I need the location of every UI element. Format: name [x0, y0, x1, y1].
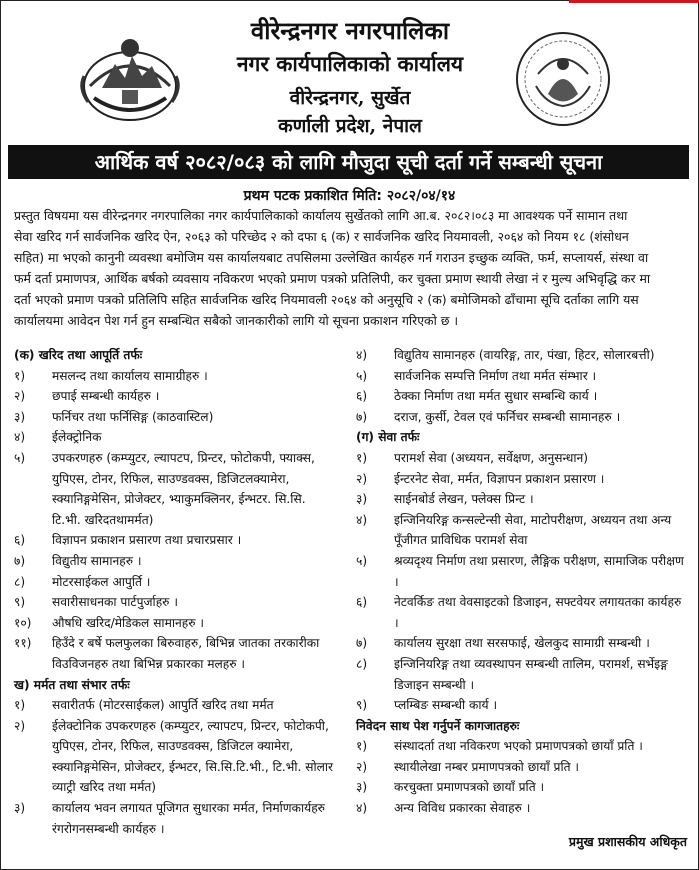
list-item-number: ७): [14, 553, 26, 568]
purchase-list: [14, 366, 334, 675]
list-item-text: दराज, कुर्सी, टेवल एवं फर्निचर सम्बन्धी सामानहरु ।: [394, 409, 621, 424]
list-item-text: कार्यालय भवन लगायत पूजिगत सुधारका मर्मत, निर्माणकार्यहरु रंगरोगनसम्बन्धी कार्यहरु ।: [52, 801, 325, 836]
list-item: [356, 654, 686, 695]
intro-line: सहित) मा भएको कानुनी व्यवस्था बमोजिम यस कार्यालयबाट तपसिलमा उल्लेखित कार्यहरु गर्न गराउन इच्छुक व्यक्ति, फर्म, सप्लायर्स, संस्था वा: [14, 250, 649, 265]
list-item-text: विद्युतिय सामानहरु (वायरिङ्ग, तार, पंखा, हिटर, सोलारबत्ती): [394, 348, 655, 362]
right-column: [356, 345, 686, 819]
list-item: [14, 592, 334, 613]
list-item: [356, 551, 686, 592]
list-item: [356, 736, 686, 757]
list-item-number: ९): [14, 595, 26, 610]
list-item-text: इन्जिनियरिङ्ग तथा व्यवस्थापन सम्बन्धी तालिम, परामर्श, सर्भेइङ्ग डिजाइन सम्बन्धी ।: [394, 656, 668, 692]
list-item-text: मसलन्द तथा कार्यालय सामाग्रीहरु ।: [52, 368, 208, 383]
list-item-number: ७): [356, 409, 368, 424]
list-item: [14, 613, 334, 634]
list-item: [14, 427, 334, 448]
nepal-emblem-icon: [70, 26, 190, 126]
list-item: [14, 448, 334, 530]
section-services-heading: (ग) सेवा तर्फः: [356, 430, 420, 445]
list-item-text: नेटवर्किङ तथा वेवसाइटको डिजाइन, सफ्टवेयर लगायतका कार्यहरु ।: [394, 595, 682, 630]
list-item-text: स्थायीलेखा नम्बर प्रमाणपत्रको छायाँ प्रति ।: [394, 759, 580, 774]
list-item-text: हिउँदे र बर्षे फलफुलका बिरुवाहरु, बिभिन्न जातका तरकारीका विउविजनहरु तथा बिभिन्न प्रकारका मलहरु ।: [52, 636, 320, 671]
list-item-number: २): [14, 389, 26, 404]
section-purchase-heading: (क) खरिद तथा आपूर्ति तर्फः: [14, 348, 143, 362]
list-item-number: १): [356, 450, 368, 465]
maintenance-list: [14, 695, 334, 839]
list-item-number: ५): [14, 450, 26, 465]
list-item-text: मोटरसाईकल आपुर्ति ।: [52, 574, 151, 589]
list-item: [356, 345, 686, 366]
list-item-number: १०): [14, 615, 32, 630]
list-item: [14, 551, 334, 572]
list-item-text: विद्युतीय सामानहरु ।: [52, 553, 142, 568]
list-item-text: औषधि खरिद/मेडिकल सामानहरु ।: [52, 615, 205, 630]
list-item: [356, 592, 686, 633]
list-item-text: श्रव्यदृश्य निर्माण तथा प्रसारण, लैङ्गिक परीक्षण, सामाजिक परीक्षण ।: [394, 553, 684, 589]
list-item: [14, 798, 334, 839]
municipality-logo-icon: [508, 24, 618, 134]
municipality-name: वीरेन्द्रनगर नगरपालिका: [250, 16, 450, 45]
intro-line: सेवा खरिद गर्न सार्वजनिक खरिद ऐन, २०६३ को परिच्छेद २ को दफा ६ (क) र सार्वजनिक खरिद नियमावली, २०६४ को नियम १८ (शंसोधन: [14, 229, 629, 244]
intro-line: दर्ता भएको प्रमाण पत्रको प्रतिलिपि सहित सार्वजनिक खरिद नियमावली २०६४ को अनुसूचि २ (क) बमोजिमको ढाँचामा सूचि दर्ताका लागि यस: [14, 292, 639, 307]
list-item-number: ७): [356, 636, 368, 651]
list-item: [14, 386, 334, 407]
section-maintenance-heading: ख) मर्मत तथा संभार तर्फः: [14, 677, 130, 692]
list-item-text: प्लम्बिङ सम्बन्धी कार्य ।: [394, 698, 498, 713]
list-item: [356, 386, 686, 407]
list-item-number: ६): [356, 595, 368, 610]
list-item: [356, 489, 686, 510]
list-item-number: ८): [356, 656, 368, 671]
list-item: [14, 572, 334, 593]
section-documents-heading: निवेदन साथ पेश गर्नुपर्ने कागजातहरुः: [356, 718, 520, 733]
list-item: [14, 407, 334, 428]
list-item-text: संस्थादर्ता तथा नविकरण भएको प्रमाणपत्रको छायाँ प्रति ।: [394, 739, 643, 754]
list-item-text: करचुक्ता प्रमाणपत्रको छायाँ प्रति ।: [394, 780, 545, 795]
list-item-text: उपकरणहरु (कम्प्युटर, ल्यापटप, प्रिन्टर, फोटोकपी, फ्याक्स, युपिएस, टोनर, रिफिल, साउण्डवक्स, डिजिटलक्यामेरा, स्क्यानिङ्गमेसिन, प्रोजेक्टर, भ्याकुमक्लिनर, ईन्भटर. सि.सि. टि.भी. खरिदतथामर्मत): [52, 450, 315, 527]
list-item-text: कार्यालय सुरक्षा तथा सरसफाई, खेलकुद सामाग्री सम्बन्धी ।: [394, 636, 650, 651]
notice-title: आर्थिक वर्ष २०८२/०८३ को लागि मौजुदा सूची दर्ता गर्ने सम्बन्धी सूचना: [8, 145, 689, 179]
office-location: वीरेन्द्रनगर, सुर्खेत: [289, 87, 411, 109]
list-item-number: ३): [356, 780, 368, 795]
list-item: [356, 633, 686, 654]
list-item-number: ३): [14, 801, 26, 816]
list-item-text: ईलेक्ट्रोनिक: [52, 430, 102, 445]
list-item-text: ठेक्का निर्माण तथा मर्मत सुधार सम्बन्धि कार्य ।: [394, 389, 598, 404]
list-item: [14, 530, 334, 551]
intro-line: प्रस्तुत विषयमा यस वीरेन्द्रनगर नगरपालिका नगर कार्यपालिकाको कार्यालय सुर्खेतको लागि आ.ब. २०८२।०८३ मा आवश्यक पर्ने सामान तथा: [14, 208, 628, 223]
list-item: [356, 695, 686, 716]
list-item-text: छपाई सम्बन्धी कार्यहरु ।: [52, 389, 160, 404]
list-item-text: अन्य विविध प्रकारका सेवाहरु ।: [394, 801, 531, 816]
list-item-number: १): [356, 739, 368, 754]
list-item-text: सार्वजनिक सम्पत्ति निर्माण तथा मर्मत संम्भार ।: [394, 368, 597, 383]
list-item-number: ५): [356, 368, 368, 383]
list-item-number: २): [14, 718, 26, 733]
list-item-number: २): [356, 471, 368, 486]
list-item-number: ४): [356, 348, 368, 362]
list-item-number: ४): [356, 512, 368, 527]
office-name: नगर कार्यपालिकाको कार्यालय: [236, 51, 464, 76]
services-list: [356, 448, 686, 716]
list-item: [356, 366, 686, 387]
list-item-number: ६): [14, 533, 26, 548]
left-column: [14, 345, 334, 839]
list-item: [356, 757, 686, 778]
list-item-number: ९): [356, 698, 368, 713]
accent-tab: [569, 0, 699, 3]
list-item-text: इन्जिनियरिङ्ग कन्सल्टेन्सी सेवा, माटोपरीक्षण, अध्ययन तथा अन्य पूँजीगत प्राविधिक परामर्श सेवा: [394, 512, 672, 548]
list-item: [14, 366, 334, 387]
list-item: [356, 798, 686, 819]
intro-line: फर्म दर्ता प्रमाणपत्र, आर्थिक बर्षको व्यवसाय नविकरण भएको प्रमाण पत्रको प्रतिलिपी, कर चुक्ता प्रमाण स्थायी लेखा नं र मुल्य अभिवृद्धि कर मा: [14, 271, 651, 286]
list-item-text: साईनबोर्ड लेखन, फ्लेक्स प्रिन्ट ।: [394, 492, 534, 507]
list-item-number: २): [356, 759, 368, 774]
intro-paragraph: [14, 205, 682, 331]
list-item-text: परामर्श सेवा (अध्ययन, सर्वेक्षण, अनुसन्धान): [394, 450, 589, 465]
list-item-text: ईलेक्टोनिक उपकरणहरु (कम्प्युटर, ल्यापटप, प्रिन्टर, फोटोकपी, युपिएस, टोनर, रिफिल, साउण्डवक्स, डिजिटल क्यामेरा, स्क्यानिङ्गमेसिन, प्रोजेक्टर, ईन्भटर, सि.सि.टि.भी., टि.भी. सोलार व्याट्री खरिद तथा मर्मत): [52, 718, 334, 795]
list-item-number: ३): [14, 409, 26, 424]
list-item: [356, 469, 686, 490]
list-item: [14, 695, 334, 716]
list-item-text: सवारीसाधनका पार्टपुर्जाहरु ।: [52, 595, 178, 610]
list-item-number: ११): [14, 636, 32, 651]
intro-line: कार्यालयमा आवेदन पेश गर्न हुन सम्बन्धित सबैको जानकारीको लागि यो सूचना प्रकाशन गरिएको छ ।: [14, 313, 459, 328]
list-item-number: १): [14, 368, 26, 383]
list-item-number: ८): [14, 574, 26, 589]
publication-date: प्रथम पटक प्रकाशित मिति: २०८२/०४/१४: [243, 188, 456, 204]
list-item: [356, 510, 686, 551]
list-item: [356, 448, 686, 469]
list-item-number: ६): [356, 389, 368, 404]
list-item-number: १): [14, 698, 26, 713]
purchase-list-continued: [356, 345, 686, 427]
list-item: [356, 777, 686, 798]
list-item-text: फर्निचर तथा फर्निसिङ्ग (काठवास्टिल): [52, 409, 214, 424]
list-item-number: ४): [356, 801, 368, 816]
signature-title: प्रमुख प्रशासकीय अधिकृत: [568, 834, 687, 849]
list-item-text: सवारीतर्फ (मोटरसाईकल) आपुर्ति खरिद तथा मर्मत: [52, 698, 274, 713]
list-item: [14, 633, 334, 674]
list-item-number: ३): [356, 492, 368, 507]
list-item: [356, 407, 686, 428]
list-item-number: ४): [14, 430, 26, 445]
province-country: कर्णाली प्रदेश, नेपाल: [278, 115, 422, 137]
list-item-text: ईन्टरनेट सेवा, मर्मत, विज्ञापन प्रकाशन प्रसारण ।: [394, 471, 605, 486]
list-item-text: विज्ञापन प्रकाशन प्रसारण तथा प्रचारप्रसार ।: [52, 533, 242, 548]
list-item-number: ५): [356, 553, 368, 568]
list-item: [14, 716, 334, 798]
documents-list: [356, 736, 686, 818]
